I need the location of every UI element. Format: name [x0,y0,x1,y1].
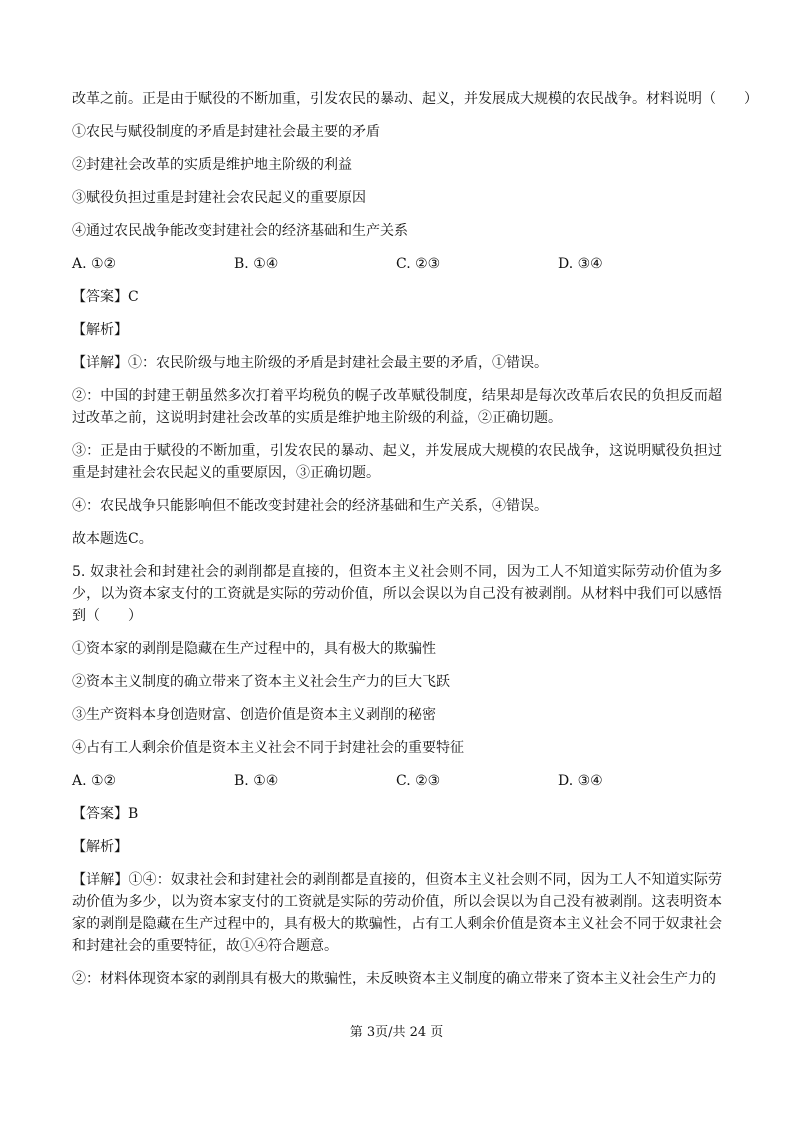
q4-explanation-3: ③：正是由于赋役的不断加重，引发农民的暴动、起义，并发展成大规模的农民战争，这说明赋役负担过重是封建社会农民起义的重要原因，③正确切题。 [72,443,722,481]
q5-option-a: A. ①② [72,773,117,789]
q4-conclusion: 故本题选C。 [72,531,153,547]
q4-statement-3: ③赋役负担过重是封建社会农民起义的重要原因 [72,190,366,206]
q4-options [72,253,722,275]
q4-statement-2: ②封建社会改革的实质是维护地主阶级的利益 [72,157,352,173]
q4-explanation-4: ④：农民战争只能影响但不能改变封建社会的经济基础和生产关系，④错误。 [72,498,548,514]
q5-statement-2: ②资本主义制度的确立带来了资本主义社会生产力的巨大飞跃 [72,674,450,690]
q4-explanation-1: 【详解】①：农民阶级与地主阶级的矛盾是封建社会最主要的矛盾，①错误。 [72,355,548,371]
q5-option-c: C. ②③ [396,773,441,789]
q4-statement-1: ①农民与赋役制度的矛盾是封建社会最主要的矛盾 [72,124,380,140]
q5-explanation-2: ②：材料体现资本家的剥削具有极大的欺骗性，未反映资本主义制度的确立带来了资本主义社会生产力的 [72,971,716,987]
q5-answer: 【答案】B [72,806,139,822]
q4-option-d: D. ③④ [558,256,603,272]
q5-stem: 5. 奴隶社会和封建社会的剥削都是直接的，但资本主义社会则不同，因为工人不知道实际劳动价值为多少，以为资本家支付的工资就是实际的劳动价值，所以会误以为自己没有被剥削。从材料中我们可以感悟到（ ） [72,564,722,624]
q4-explanation-2: ②：中国的封建王朝虽然多次打着平均税负的幌子改革赋役制度，结果却是每次改革后农民的负担反而超过改革之前，这说明封建社会改革的实质是维护地主阶级的利益，②正确切题。 [72,388,722,426]
document-body [72,88,758,1001]
q5-option-b: B. ①④ [234,773,279,789]
q5-option-d: D. ③④ [558,773,603,789]
page-number-footer: 第 3页/共 24 页 [349,1025,444,1040]
q4-option-b: B. ①④ [234,256,279,272]
q5-options [72,770,722,792]
q4-option-c: C. ②③ [396,256,441,272]
q5-statement-3: ③生产资料本身创造财富、创造价值是资本主义剥削的秘密 [72,707,436,723]
q4-statement-4: ④通过农民战争能改变封建社会的经济基础和生产关系 [72,223,408,239]
q5-statement-1: ①资本家的剥削是隐藏在生产过程中的，具有极大的欺骗性 [72,641,436,657]
q4-analysis-label: 【解析】 [72,322,128,338]
q5-analysis-label: 【解析】 [72,839,128,855]
q4-option-a: A. ①② [72,256,117,272]
q5-statement-4: ④占有工人剩余价值是资本主义社会不同于封建社会的重要特征 [72,740,464,756]
q5-explanation-1: 【详解】①④：奴隶社会和封建社会的剥削都是直接的，但资本主义社会则不同，因为工人不知道实际劳动价值为多少，以为资本家支付的工资就是实际的劳动价值，所以会误以为自己没有被剥削。这表明资本家的剥削是隐藏在生产过程中的，具有极大的欺骗性，占有工人剩余价值是资本主义社会不同于奴隶社会和封建社会的重要特征，故①④符合题意。 [72,872,722,954]
q4-answer: 【答案】C [72,289,139,305]
q4-stem-tail: 改革之前。正是由于赋役的不断加重，引发农民的暴动、起义，并发展成大规模的农民战争。材料说明（ ） [72,91,758,107]
